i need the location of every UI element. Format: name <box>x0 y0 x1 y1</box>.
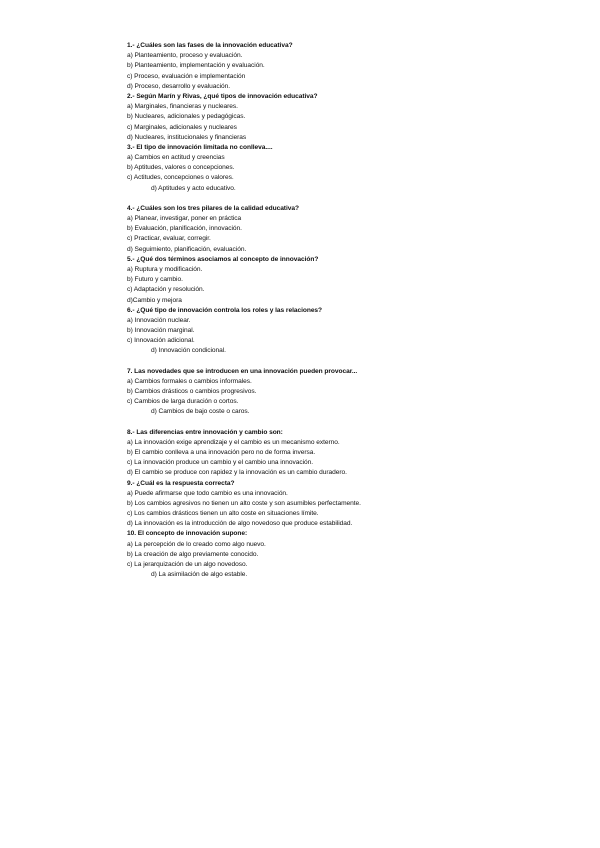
q3-option-b: b) Aptitudes, valores o concepciones. <box>127 164 235 172</box>
q3-option-c: c) Actitudes, concepciones o valores. <box>127 174 234 182</box>
q9-option-d: d) La innovación es la introducción de algo novedoso que produce estabilidad. <box>127 520 353 528</box>
spacer <box>127 418 567 428</box>
q7-option-b: b) Cambios drásticos o cambios progresivos. <box>127 388 257 395</box>
q5-option-a: a) Ruptura y modificación. <box>127 265 203 273</box>
q10-option-b: b) La creación de algo previamente conocido. <box>127 550 259 558</box>
q8-option-a: a) La innovación exige aprendizaje y el cambio es un mecanismo externo. <box>127 438 340 446</box>
question-9: 9.- ¿Cuál es la respuesta correcta? <box>127 479 235 487</box>
q4-option-d: d) Seguimiento, planificación, evaluación. <box>127 245 247 253</box>
q5-option-c: c) Adaptación y resolución. <box>127 286 205 294</box>
q9-option-b: b) Los cambios agresivos no tienen un alto coste y son asumibles perfectamente. <box>127 499 361 507</box>
question-3: 3.- El tipo de innovación limitada no conlleva.... <box>127 143 273 151</box>
q2-option-a: a) Marginales, financieras y nucleares. <box>127 103 238 111</box>
q1-option-d: d) Proceso, desarrollo y evaluación. <box>127 82 231 90</box>
q8-option-c: c) La innovación produce un cambio y el cambio una innovación. <box>127 459 314 467</box>
q8-option-b: b) El cambio conlleva a una innovación pero no de forma inversa. <box>127 448 316 456</box>
q6-option-a: a) Innovación nuclear. <box>127 316 191 324</box>
spacer <box>127 357 567 367</box>
question-1: 1.- ¿Cuáles son las fases de la innovación educativa? <box>127 42 293 49</box>
q4-option-a: a) Planear, investigar, poner en práctica <box>127 215 242 222</box>
q9-option-a: a) Puede afirmarse que todo cambio es una innovación. <box>127 489 288 497</box>
q1-option-c: c) Proceso, evaluación e implementación <box>127 72 246 80</box>
q2-option-b: b) Nucleares, adicionales y pedagógicas. <box>127 113 246 121</box>
q10-option-c: c) La jerarquización de un algo novedoso. <box>127 561 248 568</box>
q6-option-c: c) Innovación adicional. <box>127 337 195 345</box>
q10-option-a: a) La percepción de lo creado como algo nuevo. <box>127 540 266 548</box>
question-10: 10. El concepto de innovación supone: <box>127 530 248 538</box>
question-6: 6.- ¿Qué tipo de innovación controla los roles y las relaciones? <box>127 306 323 314</box>
q7-option-c: c) Cambios de larga duración o cortos. <box>127 398 239 406</box>
q4-option-b: b) Evaluación, planificación, innovación. <box>127 225 242 233</box>
q4-option-c: c) Practicar, evaluar, corregir. <box>127 235 211 243</box>
spacer <box>127 194 567 204</box>
q8-option-d: d) El cambio se produce con rapidez y la innovación es un cambio duradero. <box>127 469 347 477</box>
question-2: 2.- Según Marín y Rivas, ¿qué tipos de innovación educativa? <box>127 92 318 100</box>
quiz-document <box>127 41 567 580</box>
q1-option-a: a) Planteamiento, proceso y evaluación. <box>127 52 243 60</box>
question-7: 7. Las novedades que se introducen en una innovación pueden provocar... <box>127 367 358 375</box>
q7-option-a: a) Cambios formales o cambios informales. <box>127 377 252 385</box>
q5-option-d: d)Cambio y mejora <box>127 296 182 304</box>
question-4: 4.- ¿Cuáles son los tres pilares de la calidad educativa? <box>127 204 299 212</box>
question-5: 5.- ¿Qué dos términos asociamos al concepto de innovación? <box>127 255 319 263</box>
q5-option-b: b) Futuro y cambio. <box>127 276 183 284</box>
q9-option-c: c) Los cambios drásticos tienen un alto coste en situaciones límite. <box>127 510 319 518</box>
q2-option-d: d) Nucleares, institucionales y financieras <box>127 133 247 141</box>
q2-option-c: c) Marginales, adicionales y nucleares <box>127 123 237 131</box>
question-8: 8.- Las diferencias entre innovación y cambio son: <box>127 428 283 436</box>
q7-option-d: d) Cambios de bajo coste o caros. <box>151 408 250 416</box>
q1-option-b: b) Planteamiento, implementación y evaluación. <box>127 62 265 70</box>
q3-option-a: a) Cambios en actitud y creencias <box>127 154 225 162</box>
q3-option-d: d) Aptitudes y acto educativo. <box>151 184 236 192</box>
q6-option-b: b) Innovación marginal. <box>127 327 195 335</box>
q6-option-d: d) Innovación condicional. <box>151 347 226 355</box>
q10-option-d: d) La asimilación de algo estable. <box>151 571 248 579</box>
